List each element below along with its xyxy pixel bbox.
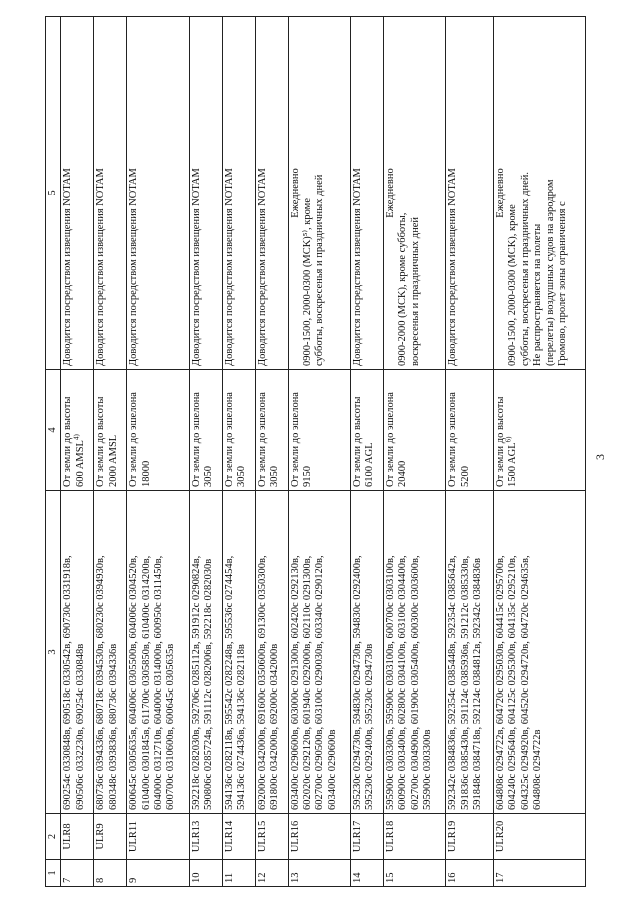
note-line: 0900-2000 (MCK), кроме субботы, <box>397 212 409 366</box>
limit-line: 600 AMSL$^{4)}$ <box>72 434 86 487</box>
vertical-limits <box>446 370 494 491</box>
note-line: Громово, пролет зоны ограничения с <box>556 201 568 366</box>
coordinate-line: 595900с 0303300в <box>422 729 434 810</box>
coordinate-line: 600700с 0310600в, 600645с 0305635в <box>165 643 177 810</box>
column-header: 3 <box>46 491 61 814</box>
note-line: субботы, воскресенья и праздничных дней <box>314 174 326 366</box>
coordinate-line: 594136с 0274436в, 594136с 0282118в <box>236 644 248 810</box>
zone-coordinates <box>222 491 255 814</box>
limit-line: От земли до эшелона <box>128 392 140 487</box>
zone-designator: ULR19 <box>446 814 494 860</box>
coordinate-line: 591836c 0385430в, 591124c 0385936в, 591212c 0385330в, <box>459 555 471 810</box>
note-line: Ежедневно <box>384 168 396 218</box>
table-row <box>383 17 445 887</box>
zone-designator: ULR16 <box>288 814 350 860</box>
table-row <box>288 17 350 887</box>
zone-designator: ULR9 <box>94 814 127 860</box>
coordinate-line: 595900c 0303300в, 595900c 0303100в, 600700c 0303100в, <box>384 555 396 810</box>
row-number: 17 <box>494 860 586 887</box>
coordinate-line: 680736c 0394336в, 680718c 0394530в, 680230с 0394930в, <box>95 555 107 810</box>
vertical-limits <box>383 370 445 491</box>
table-row <box>446 17 494 887</box>
row-number: 13 <box>288 860 350 887</box>
note-line: субботы, воскресенья и праздничных дней. <box>519 172 531 366</box>
activation-note <box>383 17 445 370</box>
vertical-limits <box>494 370 586 491</box>
row-number: 14 <box>351 860 384 887</box>
activation-note <box>255 17 288 370</box>
coordinate-line: 603400с 0290600в, 603000c 0291300в, 602420c 0292130в, <box>289 555 301 810</box>
row-number: 8 <box>94 860 127 887</box>
note-line: 0900-1500, 2000-0300 (MCK)⁵⁾, кроме <box>301 198 313 366</box>
restricted-zones-table <box>45 16 586 887</box>
coordinate-line: 604808c 0294722в <box>532 729 544 810</box>
limit-line: 2000 AMSL <box>107 434 119 487</box>
row-number: 11 <box>222 860 255 887</box>
activation-note <box>222 17 255 370</box>
note-line: воскресенья и праздничных дней <box>409 216 421 366</box>
coordinate-line: 592342c 0384836в, 592354c 0385448в, 592354c 0385642в, <box>447 555 459 810</box>
activation-note <box>494 17 586 370</box>
table-row <box>61 17 94 887</box>
zone-coordinates <box>127 491 189 814</box>
row-number: 15 <box>383 860 445 887</box>
note-line: Доводится посредством извещения NOTAM <box>190 168 202 366</box>
zone-coordinates <box>94 491 127 814</box>
coordinate-line: 604325с 0294920в, 604520c 0294720в, 604720с 0294635в, <box>519 555 531 810</box>
zone-coordinates <box>351 491 384 814</box>
table-row <box>255 17 288 887</box>
limit-line: От земли до эшелона <box>447 392 459 487</box>
coordinate-line: 592218c 0282030в, 592706c 0285112в, 591912c 0290824в, <box>190 555 202 810</box>
note-line: Ежедневно <box>495 168 507 218</box>
vertical-limits <box>189 370 222 491</box>
limit-line: 5200 <box>459 466 471 487</box>
limit-line: От земли до эшелона <box>384 392 396 487</box>
note-line: (перелеты) воздушных судов на аэродром <box>544 179 556 366</box>
limit-line: От земли до эшелона <box>256 392 268 487</box>
activation-note <box>61 17 94 370</box>
activation-note <box>94 17 127 370</box>
note-line: 0900-1500, 2000-0300 (MCK), кроме <box>507 204 519 366</box>
row-number: 7 <box>61 860 94 887</box>
coordinate-line: 690254c 0330848в, 690518c 0330542в, 690730c 0331918в, <box>62 555 74 810</box>
limit-line: 18000 <box>140 460 152 487</box>
limit-line: 9150 <box>301 466 313 487</box>
limit-line: 3050 <box>236 466 248 487</box>
limit-line: От земли до высоты <box>95 396 107 487</box>
coordinate-line: 604000c 0312710в, 604000с 0314000в, 600950с 0311450в, <box>153 555 165 810</box>
coordinate-line: 690506с 0332230в, 690254с 0330848в <box>74 643 86 810</box>
activation-note <box>127 17 189 370</box>
column-header: 2 <box>46 814 61 860</box>
limit-line: 3050 <box>203 466 215 487</box>
zone-coordinates <box>255 491 288 814</box>
vertical-limits <box>351 370 384 491</box>
table-row <box>494 17 586 887</box>
limit-line: От земли до эшелона <box>289 392 301 487</box>
zone-coordinates <box>189 491 222 814</box>
note-line: Доводится посредством извещения NOTAM <box>223 168 235 366</box>
zone-designator: ULR8 <box>61 814 94 860</box>
activation-note <box>351 17 384 370</box>
vertical-limits <box>94 370 127 491</box>
coordinate-line: 602700с 0290500в, 603100с 0290030в, 603340с 0290120в, <box>314 555 326 810</box>
coordinate-line: 680348с 0393836в, 680736с 0394336в <box>107 643 119 810</box>
limit-line: 3050 <box>269 466 281 487</box>
table-row <box>222 17 255 887</box>
zone-coordinates <box>288 491 350 814</box>
coordinate-line: 602020c 0292120в, 601940с 0292000в, 602110с 0291300в, <box>301 555 313 810</box>
row-number: 10 <box>189 860 222 887</box>
footnote-marker: 4) <box>72 434 81 441</box>
note-line: Доводится посредством извещения NOTAM <box>128 168 140 366</box>
table-row <box>189 17 222 887</box>
coordinate-line: 604808c 0294722в, 604720с 0295030в, 604415с 0295700в, <box>495 555 507 810</box>
footnote-marker: 6) <box>504 436 513 443</box>
note-line: Доводится посредством извещения NOTAM <box>62 168 74 366</box>
zone-designator: ULR20 <box>494 814 586 860</box>
coordinate-line: 595230c 0294730в, 594830c 0294730в, 594830с 0292400в, <box>352 555 363 810</box>
table-row <box>351 17 384 887</box>
note-line: Доводится посредством извещения NOTAM <box>256 168 268 366</box>
zone-designator: ULR17 <box>351 814 384 860</box>
limit-line: От земли до высоты <box>62 396 74 487</box>
table-body <box>61 17 586 887</box>
column-number-row <box>46 17 61 887</box>
row-number: 16 <box>446 860 494 887</box>
column-header: 4 <box>46 370 61 491</box>
table-row <box>127 17 189 887</box>
note-line: Доводится посредством извещения NOTAM <box>447 168 459 366</box>
limit-line: 20400 <box>397 460 409 487</box>
limit-line: 6100 AGL <box>364 442 376 487</box>
limit-line: От земли до высоты <box>352 396 363 487</box>
column-header: 1 <box>46 860 61 887</box>
coordinate-line: 590806с 0285724в, 591112с 0282006в, 592218c 0282030в <box>203 558 215 810</box>
note-line: Не распространяется на полеты <box>532 223 544 366</box>
page-number: 3 <box>593 454 607 460</box>
vertical-limits <box>288 370 350 491</box>
limit-line: 1500 AGL$^{6)}$ <box>504 436 519 487</box>
row-number: 9 <box>127 860 189 887</box>
note-line: Доводится посредством извещения NOTAM <box>95 168 107 366</box>
row-number: 12 <box>255 860 288 887</box>
vertical-limits <box>255 370 288 491</box>
zone-coordinates <box>383 491 445 814</box>
note-line: Доводится посредством извещения NOTAM <box>352 168 363 366</box>
zone-designator: ULR18 <box>383 814 445 860</box>
vertical-limits <box>222 370 255 491</box>
zone-designator: ULR11 <box>127 814 189 860</box>
zone-designator: ULR13 <box>189 814 222 860</box>
vertical-limits <box>127 370 189 491</box>
vertical-limits <box>61 370 94 491</box>
activation-note <box>189 17 222 370</box>
table-row <box>94 17 127 887</box>
zone-designator: ULR15 <box>255 814 288 860</box>
note-line: Ежедневно <box>289 168 301 218</box>
zone-coordinates <box>446 491 494 814</box>
coordinate-line: 604240c 0295640в, 604125с 0295300в, 604135с 0295210в, <box>507 555 519 810</box>
coordinate-line: 691800с 0342000в, 692000с 0342000в <box>269 643 281 810</box>
coordinate-line: 594136c 0282118в, 595542c 0282248в, 595536с 0274454в, <box>223 555 235 810</box>
coordinate-line: 600645c 0305635в, 604006c 0305500в, 604006с 0304520в, <box>128 555 140 810</box>
coordinate-line: 595230с 0292400в, 595230c 0294730в <box>364 643 376 810</box>
coordinate-line: 602700с 0304900в, 601900с 0305400в, 600300с 0303600в, <box>409 555 421 810</box>
coordinate-line: 603400с 0290600в <box>326 729 338 810</box>
limit-line: От земли до высоты <box>495 396 507 487</box>
coordinate-line: 692000с 0342000в, 691600c 0350600в, 691300c 0350300в, <box>256 555 268 810</box>
column-header: 5 <box>46 17 61 370</box>
zone-designator: ULR14 <box>222 814 255 860</box>
coordinate-line: 610400c 0301845в, 611700c 0305850в, 610400с 0314200в, <box>140 555 152 810</box>
activation-note <box>446 17 494 370</box>
limit-line: От земли до эшелона <box>190 392 202 487</box>
coordinate-line: 591848с 0384718в, 592124с 0384812в, 592342с 0384836в <box>472 558 484 810</box>
zone-coordinates <box>61 491 94 814</box>
coordinate-line: 600900c 0303400в, 602800c 0304100в, 603100с 0304400в, <box>397 555 409 810</box>
activation-note <box>288 17 350 370</box>
limit-line: От земли до эшелона <box>223 392 235 487</box>
zone-coordinates <box>494 491 586 814</box>
